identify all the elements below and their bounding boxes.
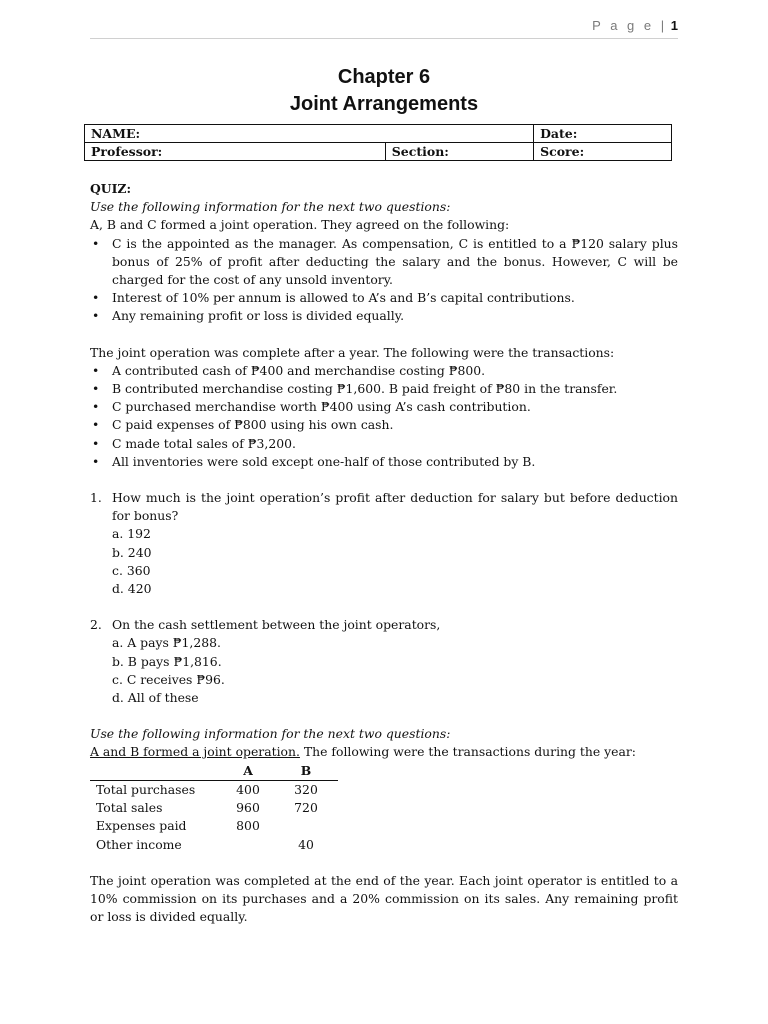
professor-field[interactable]: Professor: — [85, 143, 386, 161]
transactions-table — [90, 762, 338, 854]
question-text: How much is the joint operation’s profit after deduction for salary but before deduction for bonus? — [112, 490, 678, 524]
title-block — [0, 64, 768, 118]
table-header — [90, 762, 222, 781]
table-row — [90, 817, 338, 835]
table-header-row — [90, 762, 338, 781]
table-row — [90, 836, 338, 854]
table-cell: Expenses paid — [96, 818, 187, 834]
question-2 — [90, 616, 678, 634]
table-cell: Other income — [96, 836, 182, 852]
table-cell: 400 — [236, 781, 260, 797]
page-number: 1 — [670, 18, 678, 33]
question-2-options — [90, 634, 678, 707]
table-cell — [222, 836, 274, 854]
lead-rest: The following were the transactions during the year: — [299, 744, 636, 760]
list-item: • B contributed merchandise costing ₱1,600. B paid freight of ₱80 in the transfer. — [90, 380, 678, 398]
table-cell: 800 — [236, 818, 260, 834]
question-number: 2. — [90, 617, 102, 633]
list-item: • Any remaining profit or loss is divided equally. — [90, 307, 678, 325]
list-item: • A contributed cash of ₱400 and merchandise costing ₱800. — [90, 362, 678, 380]
table-cell: Total sales — [96, 800, 163, 816]
option-c[interactable]: c. 360 — [112, 562, 151, 578]
score-field[interactable]: Score: — [534, 143, 672, 161]
lead-underlined: A and B formed a joint operation. — [90, 744, 300, 760]
agreement-lead: A, B and C formed a joint operation. They agreed on the following: — [90, 217, 510, 233]
table-cell: 320 — [294, 781, 318, 797]
list-item: • C is the appointed as the manager. As compensation, C is entitled to a ₱120 salary plus bonus of 25% of profit after deducting the salary and the bonus. However, C will be charged for the cost of any unsold inventory. — [90, 235, 678, 290]
option-c[interactable]: c. C receives ₱96. — [112, 671, 225, 687]
table-row — [90, 799, 338, 817]
date-field[interactable]: Date: — [534, 125, 672, 143]
option-d[interactable]: d. 420 — [112, 581, 152, 597]
list-item: • C paid expenses of ₱800 using his own cash. — [90, 416, 678, 434]
question-number: 1. — [90, 490, 102, 506]
table-cell — [274, 817, 338, 835]
transactions-lead: The joint operation was complete after a year. The following were the transactions: — [90, 344, 615, 360]
option-d[interactable]: d. All of these — [112, 690, 199, 706]
agreement-list — [90, 235, 678, 326]
question-1 — [90, 489, 678, 525]
quiz-content — [90, 180, 678, 926]
second-scenario-lead — [90, 743, 678, 761]
chapter-title: Chapter 6 — [337, 66, 431, 88]
quiz-heading: QUIZ: — [90, 181, 132, 196]
option-b[interactable]: b. B pays ₱1,816. — [112, 653, 222, 669]
section-field[interactable]: Section: — [385, 143, 533, 161]
table-header: A — [222, 762, 274, 781]
option-a[interactable]: a. 192 — [112, 526, 151, 542]
question-1-options — [90, 525, 678, 598]
table-cell: 960 — [236, 800, 260, 816]
quiz-intro: Use the following information for the next two questions: — [90, 199, 451, 215]
list-item: • All inventories were sold except one-half of those contributed by B. — [90, 453, 678, 471]
transaction-list — [90, 362, 678, 471]
question-text: On the cash settlement between the joint operators, — [112, 617, 441, 633]
name-field[interactable]: NAME: — [85, 125, 534, 143]
table-cell: 720 — [294, 800, 318, 816]
list-item: • C made total sales of ₱3,200. — [90, 435, 678, 453]
page-separator: | — [660, 18, 665, 33]
table-header: B — [274, 762, 338, 781]
page-label: P a g e — [592, 18, 655, 33]
list-item: • C purchased merchandise worth ₱400 using A’s cash contribution. — [90, 398, 678, 416]
student-info-table — [84, 124, 672, 161]
table-cell: 40 — [298, 836, 314, 852]
list-item: • Interest of 10% per annum is allowed to A’s and B’s capital contributions. — [90, 289, 678, 307]
quiz-intro-2: Use the following information for the next two questions: — [90, 726, 451, 742]
option-b[interactable]: b. 240 — [112, 544, 152, 560]
table-cell: Total purchases — [96, 781, 196, 797]
table-row — [90, 780, 338, 799]
option-a[interactable]: a. A pays ₱1,288. — [112, 635, 221, 651]
page-header — [90, 18, 678, 39]
chapter-subtitle: Joint Arrangements — [289, 93, 479, 115]
closing-paragraph: The joint operation was completed at the end of the year. Each joint operator is entitled to a 10% commission on its purchases and a 20% commission on its sales. Any remaining profit or loss is divided equally. — [90, 872, 678, 925]
